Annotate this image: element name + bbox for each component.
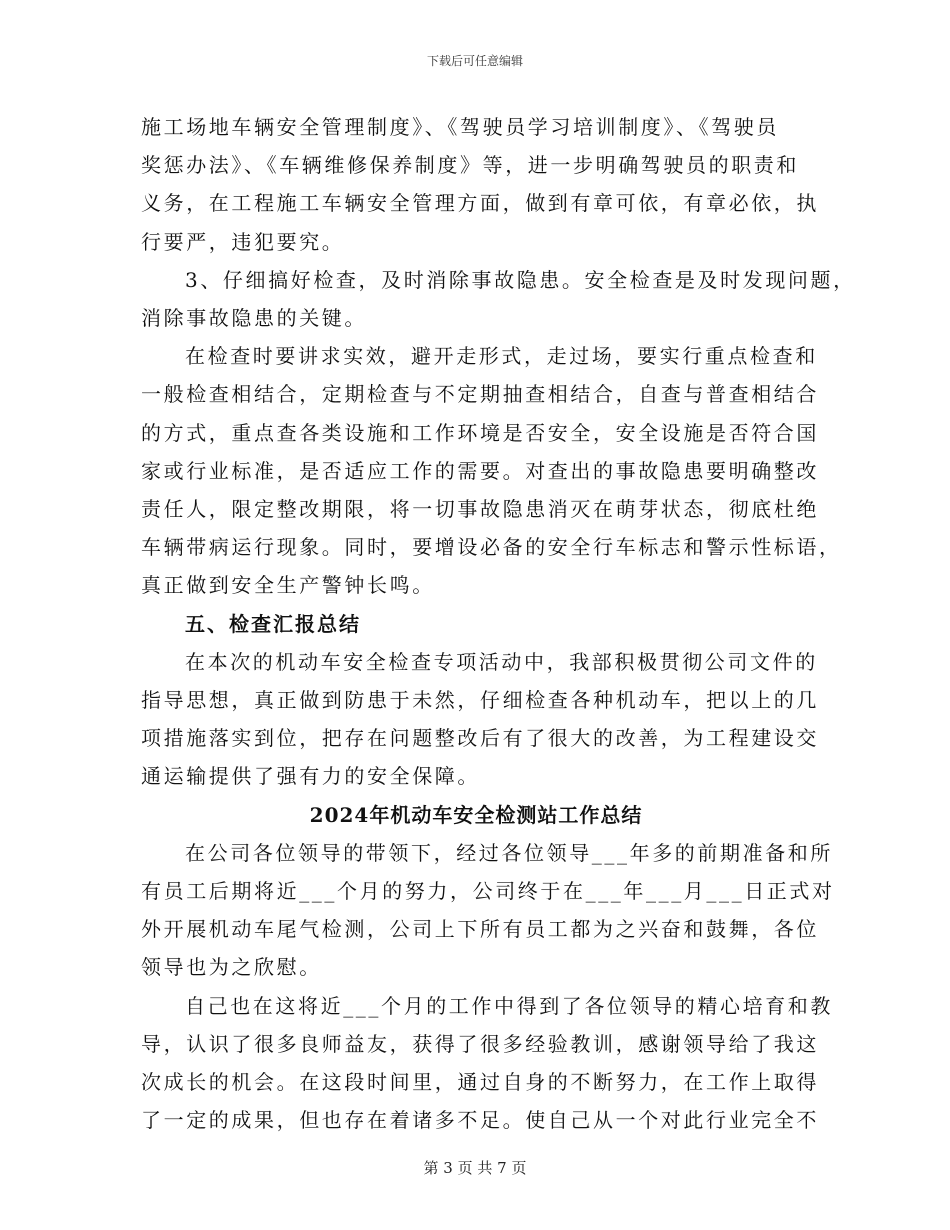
text-line: 领导也为之欣慰。 (141, 955, 322, 980)
text-line: 施工场地车辆安全管理制度》、《驾驶员学习培训制度》、《驾驶员 (141, 115, 779, 139)
text-line: 的方式，重点查各类设施和工作环境是否安全，安全设施是否符合国 (141, 420, 819, 445)
text-line: 真正做到安全生产警钟长鸣。 (141, 573, 435, 598)
text-line: 了一定的成果，但也存在着诸多不足。使自己从一个对此行业完全不 (141, 1108, 819, 1133)
text-line: 在公司各位领导的带领下，经过各位领导___年多的前期准备和所 (185, 840, 833, 865)
text-line: 3、仔细搞好检查，及时消除事故隐患。安全检查是及时发现问题， (185, 267, 856, 292)
text-line: 责任人，限定整改期限，将一切事故隐患消灭在萌芽状态，彻底杜绝 (141, 497, 819, 522)
section-heading: 五、检查汇报总结 (185, 611, 361, 636)
text-line: 行要严，违犯要究。 (141, 229, 345, 254)
paragraph-block-3 (141, 834, 835, 1140)
text-line: 项措施落实到位，把存在问题整改后有了很大的改善，为工程建设交 (141, 726, 819, 751)
paragraph-block-2 (141, 643, 819, 796)
text-line: 次成长的机会。在这段时间里，通过自身的不断努力，在工作上取得 (141, 1070, 819, 1095)
paragraph-block-1 (141, 108, 856, 605)
text-line: 自己也在这将近___个月的工作中得到了各位领导的精心培育和教 (185, 993, 833, 1018)
text-line: 车辆带病运行现象。同时，要增设必备的安全行车标志和警示性标语， (141, 535, 842, 560)
document-body (141, 108, 856, 1139)
text-line: 家或行业标准，是否适应工作的需要。对查出的事故隐患要明确整改 (141, 458, 819, 483)
text-line: 有员工后期将近___个月的努力，公司终于在___年___月___日正式对 (141, 879, 835, 904)
text-line: 义务，在工程施工车辆安全管理方面，做到有章可依，有章必依，执 (141, 191, 819, 216)
text-line: 在本次的机动车安全检查专项活动中，我部积极贯彻公司文件的 (185, 649, 818, 674)
text-line: 在检查时要讲求实效，避开走形式，走过场，要实行重点检查和 (185, 344, 818, 369)
text-line: 指导思想，真正做到防患于未然，仔细检查各种机动车，把以上的几 (141, 688, 819, 713)
header-note: 下载后可任意编辑 (426, 54, 523, 68)
document-title: 2024年机动车安全检测站工作总结 (309, 802, 643, 827)
text-line: 奖惩办法》、《车辆维修保养制度》等，进一步明确驾驶员的职责和 (141, 153, 799, 178)
text-line: 外开展机动车尾气检测，公司上下所有员工都为之兴奋和鼓舞，各位 (141, 917, 819, 942)
page-footer: 第 3 页 共 7 页 (423, 1159, 527, 1177)
text-line: 导，认识了很多良师益友，获得了很多经验教训，感谢领导给了我这 (141, 1031, 819, 1056)
text-line: 消除事故隐患的关键。 (141, 306, 367, 331)
text-line: 一般检查相结合，定期检查与不定期抽查相结合，自查与普查相结合 (141, 382, 819, 407)
text-line: 通运输提供了强有力的安全保障。 (141, 764, 480, 789)
